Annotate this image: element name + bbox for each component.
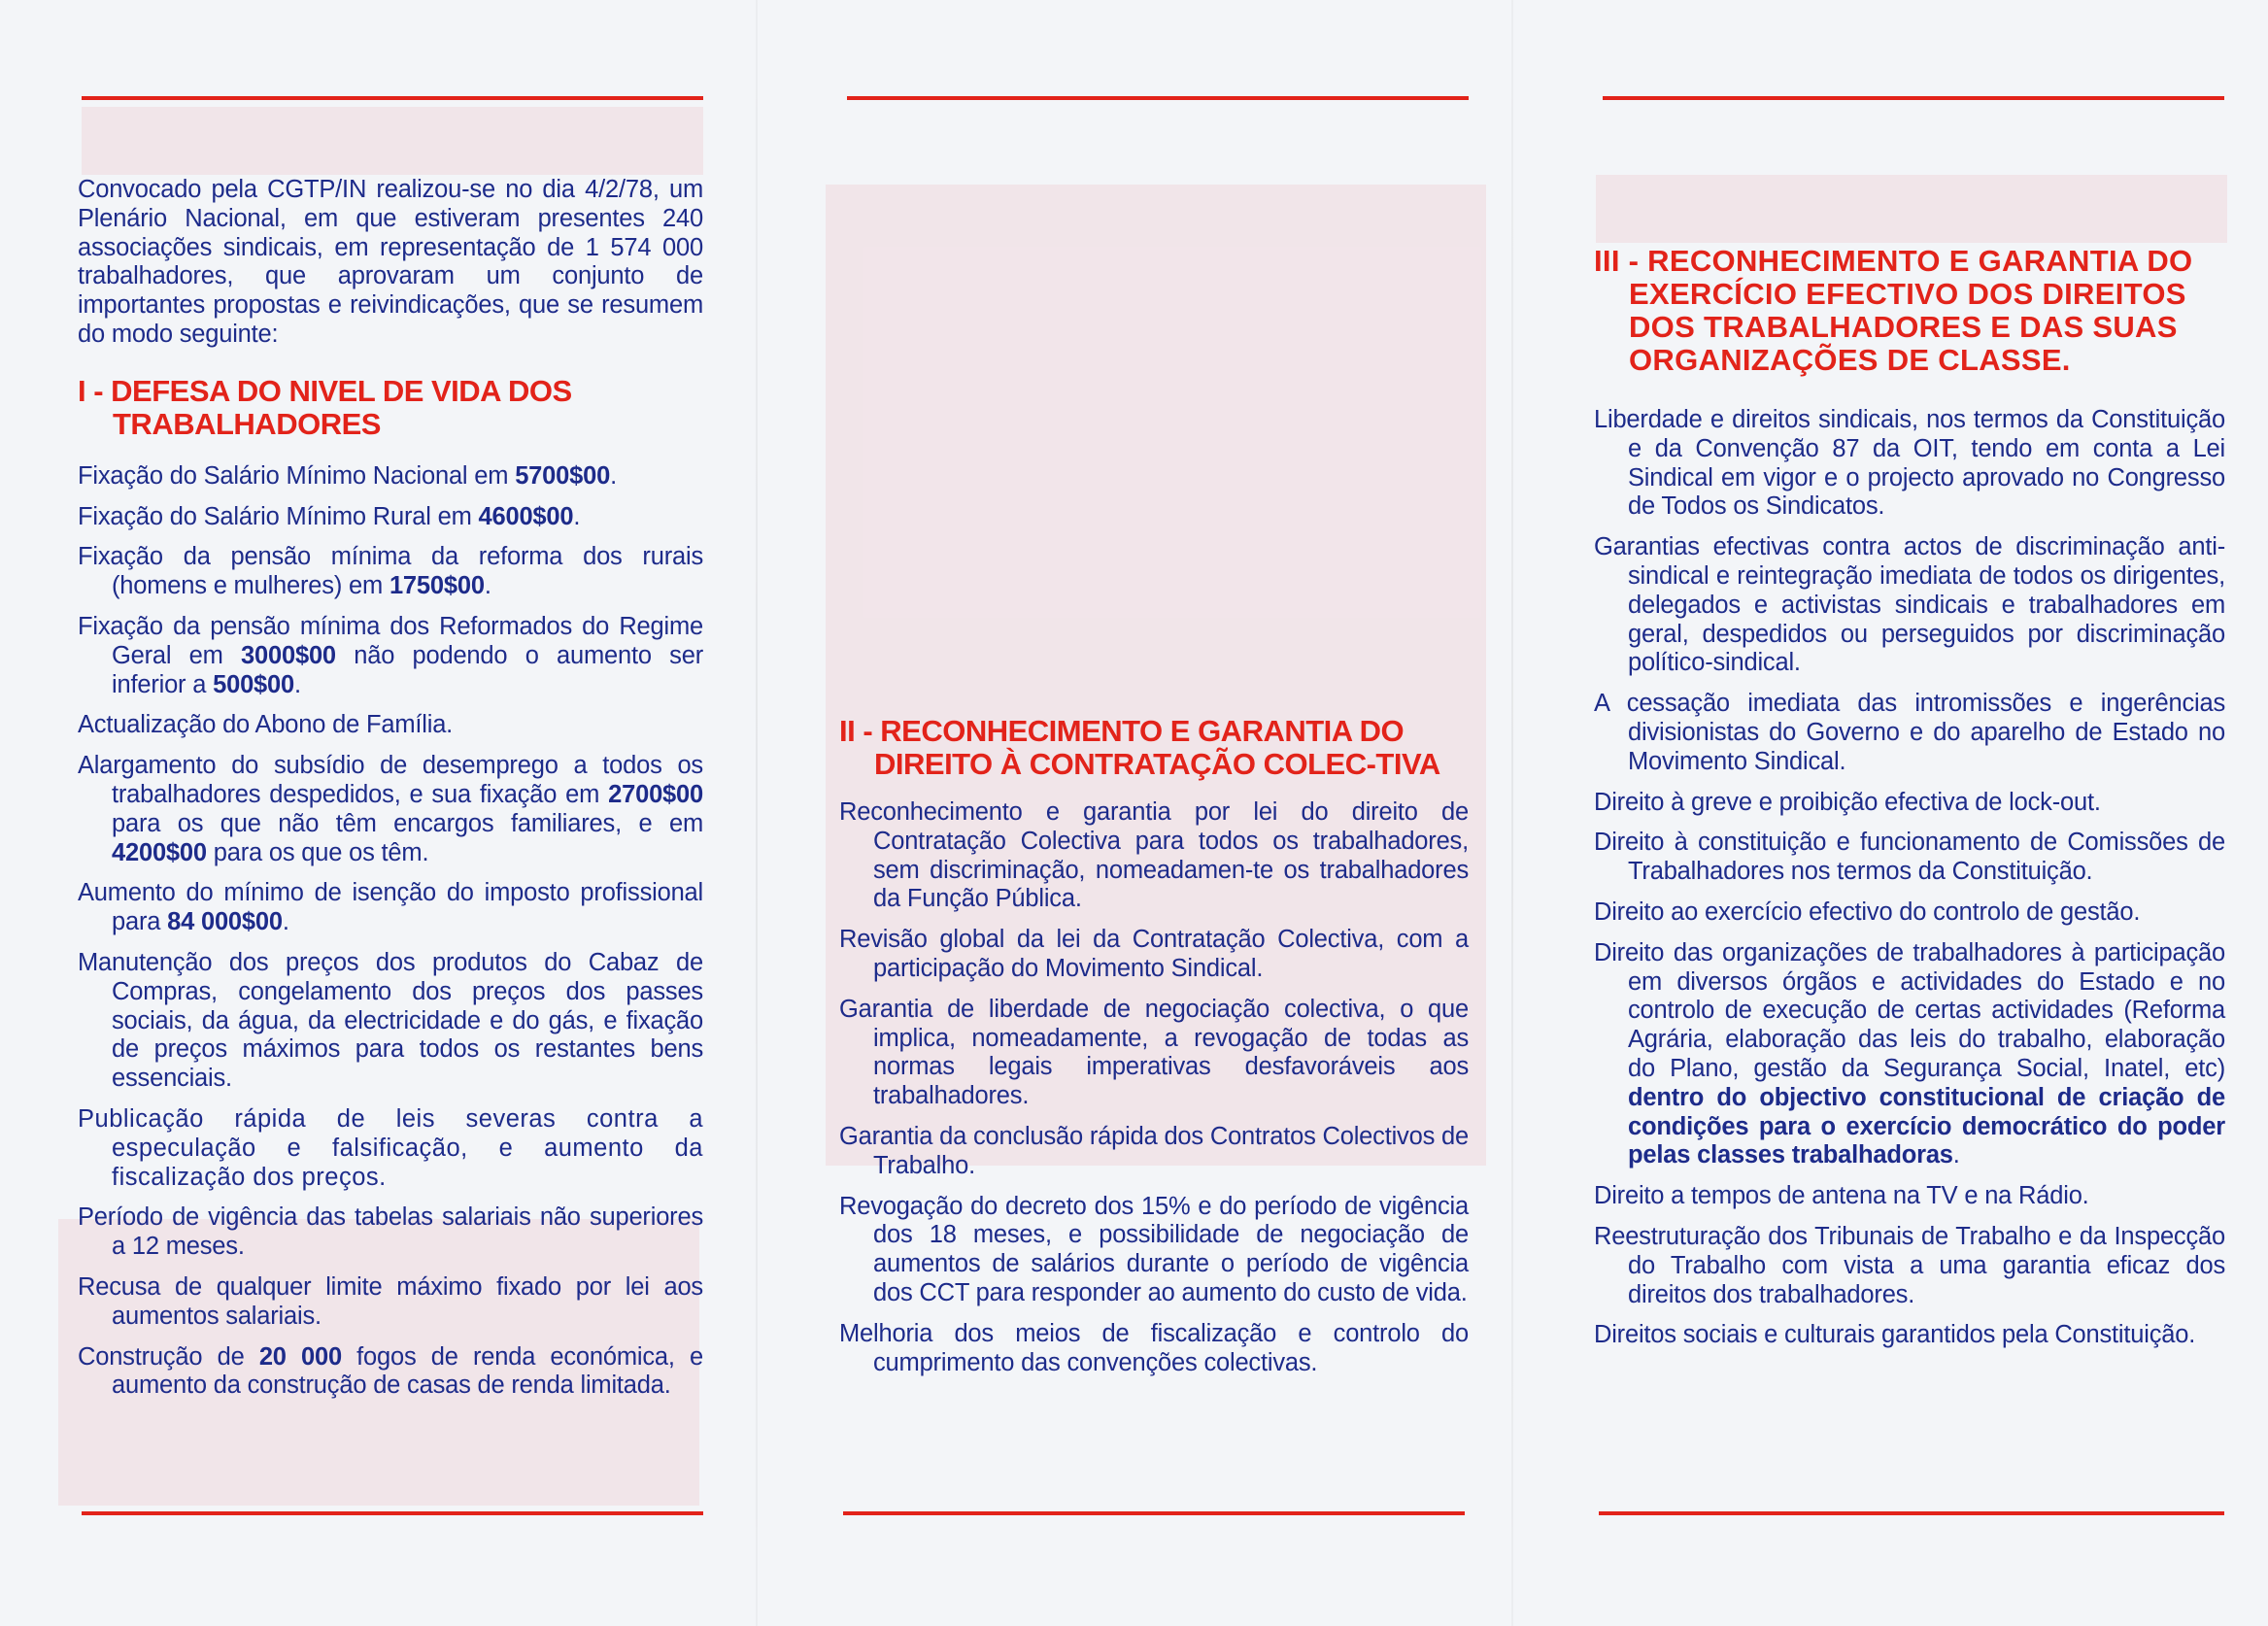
list-item: Fixação do Salário Mínimo Nacional em 5700$00. [78, 461, 617, 490]
list-item: Reconhecimento e garantia por lei do direito de Contratação Colectiva para todos os trabalhadores, sem discriminação, nomeadamen-te os trabalhadores da Função Pública. [839, 798, 1469, 913]
list-item: Revisão global da lei da Contratação Colectiva, com a participação do Movimento Sindical. [839, 926, 1469, 982]
list-item: Aumento do mínimo de isenção do imposto profissional para 84 000$00. [78, 879, 703, 936]
list-item: Período de vigência das tabelas salariais não superiores a 12 meses. [78, 1203, 703, 1261]
list-item: Construção de 20 000 fogos de renda económica, e aumento da construção de casas de renda limitada. [78, 1342, 704, 1400]
list-item: Publicação rápida de leis severas contra a especulação e falsificação, e aumento da fiscalização dos preços. [78, 1104, 703, 1191]
left-text-column [78, 176, 703, 1412]
middle-panel [758, 0, 1511, 1626]
list-item: Fixação da pensão mínima dos Reformados do Regime Geral em 3000$00 não podendo o aumento ser inferior a 500$00. [78, 612, 703, 698]
list-item: A cessação imediata das intromissões e ingerências divisionistas do Governo e do aparelho de Estado no Movimento Sindical. [1594, 690, 2225, 775]
list-item: Reestruturação dos Tribunais de Trabalho e da Inspecção do Trabalho com vista a uma garantia eficaz dos direitos dos trabalhadores. [1594, 1222, 2225, 1308]
list-item: Direito a tempos de antena na TV e na Rádio. [1594, 1182, 2089, 1210]
list-item: Alargamento do subsídio de desemprego a todos os trabalhadores despedidos, e sua fixação em 2700$00 para os que não têm encargos familiares, e em 4200$00 para os que os têm. [78, 752, 703, 866]
top-red-rule [847, 96, 1469, 100]
bleed-through-print [1596, 175, 2227, 243]
list-item: Garantia da conclusão rápida dos Contratos Colectivos de Trabalho. [839, 1122, 1469, 1179]
list-item: Fixação da pensão mínima da reforma dos rurais (homens e mulheres) em 1750$00. [78, 543, 703, 600]
list-item: Manutenção dos preços dos produtos do Cabaz de Compras, congelamento dos preços dos passes sociais, da água, da electricidade e do gás, e fixação de preços máximos para todos os restantes bens essenciais. [78, 948, 703, 1093]
list-item: Fixação do Salário Mínimo Rural em 4600$00. [78, 502, 581, 530]
right-panel [1513, 0, 2268, 1626]
section-heading-2: II - RECONHECIMENTO E GARANTIA DO DIREITO À CONTRATAÇÃO COLEC-TIVA [839, 714, 1440, 781]
left-panel [0, 0, 756, 1626]
list-item: Direitos sociais e culturais garantidos pela Constituição. [1594, 1321, 2196, 1349]
list-item: Garantia de liberdade de negociação colectiva, o que implica, nomeadamente, a revogação de todas as normas legais imperativas desfavoráveis aos trabalhadores. [839, 995, 1469, 1110]
list-item: Direito à greve e proibição efectiva de lock-out. [1594, 788, 2101, 816]
intro-paragraph: Convocado pela CGTP/IN realizou-se no dia 4/2/78, um Plenário Nacional, em que estiveram presentes 240 associações sindicais, em representação de 1 574 000 trabalhadores, que aprovaram um conjunto de importantes propostas e reivindicações, que se resumem do modo seguinte: [78, 176, 703, 348]
bottom-red-rule [843, 1511, 1465, 1515]
list-item: Garantias efectivas contra actos de discriminação anti-sindical e reintegração imediata de todos os dirigentes, delegados e activistas sindicais e trabalhadores em geral, despedidos ou perseguidos por discriminação político-sindical. [1594, 533, 2225, 677]
list-item: Liberdade e direitos sindicais, nos termos da Constituição e da Convenção 87 da OIT, tendo em conta a Lei Sindical em vigor e o projecto aprovado no Congresso de Todos os Sindicatos. [1594, 406, 2225, 521]
bottom-red-rule [82, 1511, 703, 1515]
list-item: Actualização do Abono de Família. [78, 711, 454, 739]
top-red-rule [82, 96, 703, 100]
section-heading-1: I - DEFESA DO NIVEL DE VIDA DOS TRABALHADORES [78, 373, 572, 441]
bottom-red-rule [1599, 1511, 2224, 1515]
list-item: Recusa de qualquer limite máximo fixado por lei aos aumentos salariais. [78, 1272, 703, 1330]
list-item: Direito das organizações de trabalhadores à participação em diversos órgãos e actividades do Estado e no controlo de execução de certas actividades (Reforma Agrária, elaboração das leis do trabalho, elaboração do Plano, gestão da Segurança Social, Inatel, etc) dentro do objectivo constitucional de criação de condições para o exercício democrático do poder pelas classes trabalhadoras. [1594, 938, 2225, 1169]
section-heading-3: III - RECONHECIMENTO E GARANTIA DO EXERCÍCIO EFECTIVO DOS DIREITOS DOS TRABALHADORES E DAS SUAS ORGANIZAÇÕES DE CLASSE. [1594, 244, 2193, 377]
right-text-column [1594, 245, 2225, 1362]
middle-text-column [839, 715, 1469, 1389]
list-item: Direito à constituição e funcionamento de Comissões de Trabalhadores nos termos da Constituição. [1594, 829, 2225, 886]
bleed-through-print [82, 107, 703, 175]
list-item: Revogação do decreto dos 15% e do período de vigência dos 18 meses, e possibilidade de negociação de aumentos de salários durante o período de vigência dos CCT para responder ao aumento do custo de vida. [839, 1192, 1469, 1306]
top-red-rule [1603, 96, 2224, 100]
list-item: Direito ao exercício efectivo do controlo de gestão. [1594, 898, 2141, 926]
list-item: Melhoria dos meios de fiscalização e controlo do cumprimento das convenções colectivas. [839, 1319, 1469, 1376]
